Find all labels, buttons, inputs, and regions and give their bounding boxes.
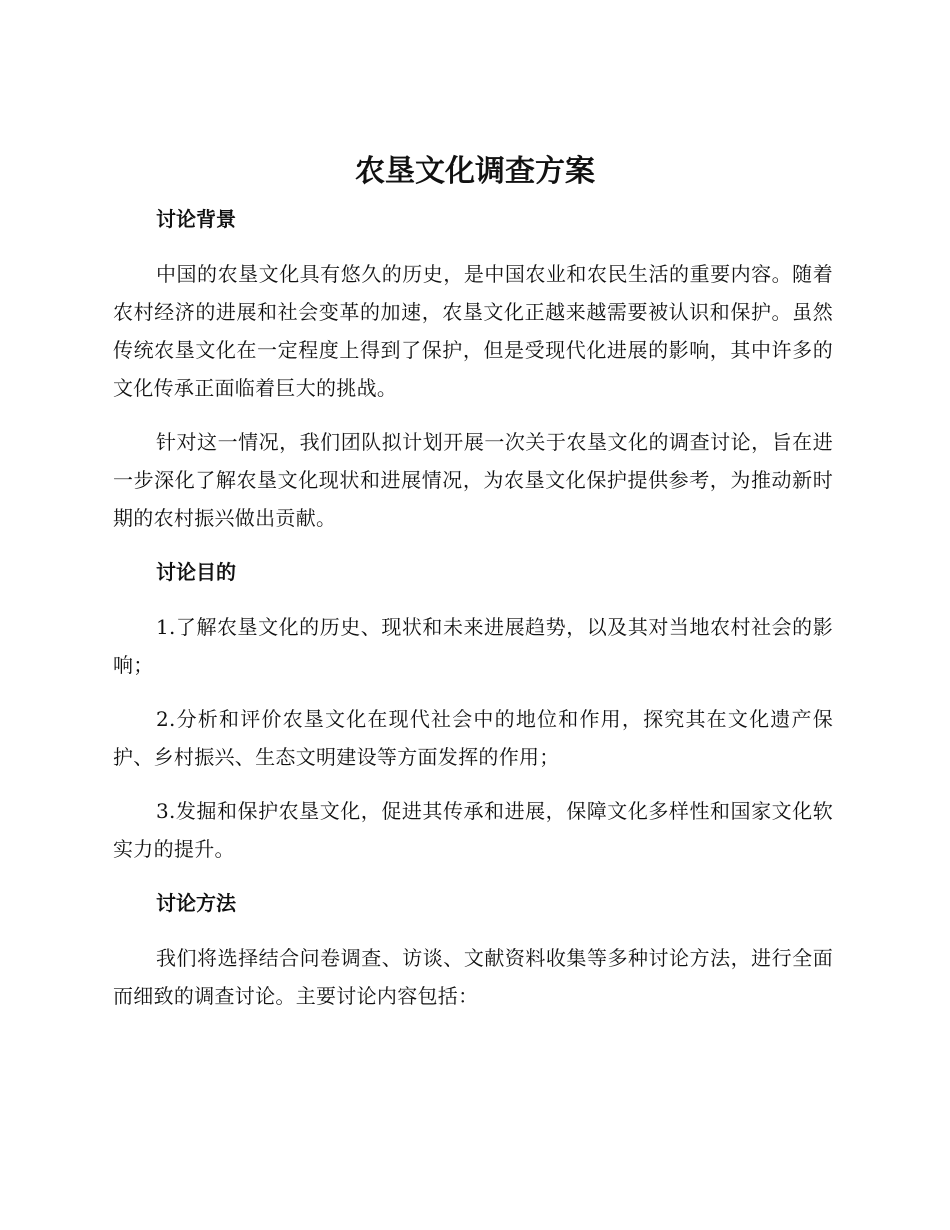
background-paragraph-2: 针对这一情况，我们团队拟计划开展一次关于农垦文化的调查讨论，旨在进一步深化了解农垦文化现状和进展情况，为农垦文化保护提供参考，为推动新时期的农村振兴做出贡献。	[113, 430, 833, 530]
background-paragraph-1: 中国的农垦文化具有悠久的历史，是中国农业和农民生活的重要内容。随着农村经济的进展和社会变革的加速，农垦文化正越来越需要被认识和保护。虽然传统农垦文化在一定程度上得到了保护，但是受现代化进展的影响，其中许多的文化传承正面临着巨大的挑战。	[113, 262, 833, 400]
purpose-item-1: 1.了解农垦文化的历史、现状和未来进展趋势，以及其对当地农村社会的影响；	[113, 615, 833, 677]
document-body	[113, 200, 833, 1015]
purpose-item-3: 3.发掘和保护农垦文化，促进其传承和进展，保障文化多样性和国家文化软实力的提升。	[113, 799, 833, 861]
section-heading-method: 讨论方法	[156, 891, 236, 915]
section-heading-purpose: 讨论目的	[156, 560, 236, 584]
section-heading-background: 讨论背景	[156, 207, 236, 231]
document-title: 农垦文化调查方案	[355, 154, 595, 189]
purpose-item-2: 2.分析和评价农垦文化在现代社会中的地位和作用，探究其在文化遗产保护、乡村振兴、生态文明建设等方面发挥的作用；	[113, 707, 833, 769]
method-paragraph-1: 我们将选择结合问卷调查、访谈、文献资料收集等多种讨论方法，进行全面而细致的调查讨论。主要讨论内容包括：	[113, 946, 833, 1008]
